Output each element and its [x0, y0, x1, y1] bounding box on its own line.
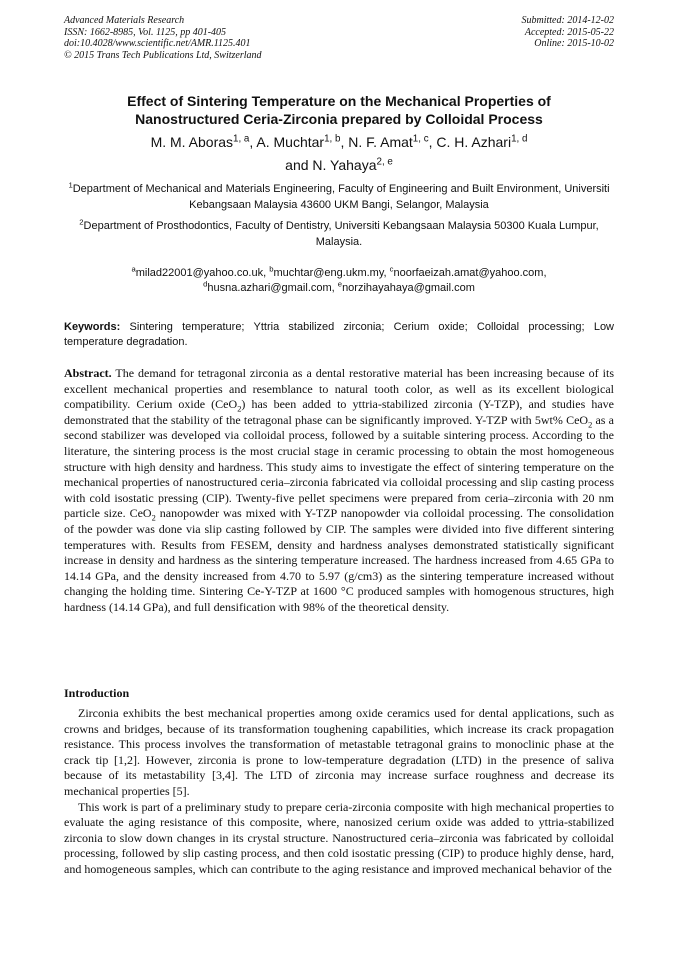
- email-address: norzihayahaya@gmail.com: [342, 282, 475, 294]
- email-address: muchtar@eng.ukm.my,: [273, 267, 387, 279]
- dates-header: [522, 15, 615, 50]
- abstract-text: The demand for tetragonal zirconia as a dental restorative material has been increasing because of its excellent mechanical properties and resemblance to natural tooth color, as well as its excellent biological compatibility. Cerium oxide (CeO: [64, 366, 614, 412]
- date-accepted: Accepted: 2015-05-22: [524, 26, 614, 38]
- abstract-text: nanopowder was mixed with Y-TZP nanopowder via colloidal processing. The consolidation of the powder was done via slip casting followed by CIP. The samples were divided into five different sintering temperatures with. Results from FESEM, density and hardness analyses demonstrated statistically significant increase in density and hardness as the sintering temperature increased. The hardness increased from 4.65 GPa to 14.14 GPa, and the density increased from 4.70 to 5.97 (g/cm3) as the sintering temperature increased without changing the holding time. Sintering Ce-Y-TZP at 1600 °C produced samples with homogenous structures, high hardness (14.14 GPa), and full densification with 98% of the theoretical density.: [64, 506, 614, 614]
- subscript: 2: [151, 513, 156, 523]
- email-marker: e: [337, 279, 343, 289]
- subscript: 2: [588, 420, 593, 430]
- abstract-label: Abstract.: [64, 366, 112, 380]
- author-affil-marker: 1, a: [233, 133, 250, 145]
- introduction-paragraph: This work is part of a preliminary study to prepare ceria-zirconia composite with high mechanical properties to evaluate the aging resistance of this composite, where, nanosized cerium oxide was added to yttria-stabilized zirconia to slow down changes in its crystal structure. Nanostructured ceria–zirconia was fabricated by colloidal processing, followed by slip casting process, and then cold isostatic pressing (CIP) to produce highly dense, hard, and homogeneous samples, which can contribute to the aging resistance and improved mechanical behavior of the: [64, 799, 614, 876]
- email-marker: b: [269, 264, 274, 274]
- subscript: 2: [237, 404, 242, 414]
- affiliation-2: [64, 218, 614, 250]
- author-name: C. H. Azhari: [436, 134, 512, 150]
- keywords-section: [64, 320, 614, 350]
- journal-copyright: © 2015 Trans Tech Publications Ltd, Switzerland: [64, 49, 262, 61]
- affiliation-number: 1: [68, 180, 73, 190]
- author-name: M. M. Aboras: [150, 134, 234, 150]
- author-list: [64, 131, 614, 177]
- email-address: husna.azhari@gmail.com,: [207, 282, 335, 294]
- introduction-body: [64, 706, 614, 878]
- affiliation-1: [64, 181, 614, 213]
- author-emails: [64, 266, 614, 296]
- journal-issn: ISSN: 1662-8985, Vol. 1125, pp 401-405: [64, 26, 227, 38]
- paper-title: [64, 92, 614, 128]
- author-line-2: [64, 154, 614, 177]
- email-address: milad22001@yahoo.co.uk,: [135, 267, 267, 279]
- keywords-label: Keywords:: [64, 321, 121, 333]
- introduction-heading: Introduction: [64, 686, 130, 700]
- date-online: Online: 2015-10-02: [534, 38, 614, 49]
- journal-doi: doi:10.4028/www.scientific.net/AMR.1125.401: [64, 38, 251, 49]
- affiliation-number: 2: [79, 217, 84, 227]
- affiliation-text: Department of Prosthodontics, Faculty of Dentistry, Universiti Kebangsaan Malaysia 50300 Kuala Lumpur, Malaysia.: [83, 220, 599, 248]
- email-address: noorfaeizah.amat@yahoo.com,: [393, 267, 547, 279]
- journal-name: Advanced Materials Research: [64, 15, 185, 26]
- email-marker: d: [203, 279, 208, 289]
- title-line-1: Effect of Sintering Temperature on the Mechanical Properties of: [127, 93, 551, 109]
- author-conjunction: and: [285, 157, 309, 173]
- author-name: N. Yahaya: [312, 157, 377, 173]
- email-marker: a: [131, 264, 136, 274]
- title-line-2: Nanostructured Ceria-Zirconia prepared by Colloidal Process: [135, 111, 543, 127]
- author-line-1: M. M. Aboras$^{1, a}$, A. Muchtar$^{1, b}$, N. F. Amat$^{1, c}$, C. H. Azhari$^{1, d}$: [150, 133, 528, 150]
- abstract-text: as a second stabilizer was developed via colloidal process, followed by a suitable sintering process. According to the literature, the sintering process is the most crucial stage in ceramic processing to obtain the most homogeneous structure with high density and hardness. This study aims to investigate the effect of sintering temperature on the mechanical properties of nanostructured ceria–zirconia fabricated via colloidal processing and slip casting process with cold isostatic pressing (CIP). Twenty-five pellet specimens were prepared from ceria–zirconia with 20 nm particle size. CeO: [64, 412, 614, 521]
- abstract-section: [64, 366, 614, 616]
- email-marker: c: [389, 264, 394, 274]
- keywords-text: Sintering temperature; Yttria stabilized zirconia; Cerium oxide; Colloidal processing; Low temperature degradation.: [64, 321, 615, 348]
- email-line-2: [64, 281, 614, 296]
- journal-header: [64, 15, 262, 61]
- affiliation-text: Department of Mechanical and Materials Engineering, Faculty of Engineering and Built Environment, Universiti Kebangsaan Malaysia 43600 UKM Bangi, Selangor, Malaysia: [72, 183, 610, 211]
- author-affil-marker: 2, e: [376, 156, 393, 168]
- author-affil-marker: 1, c: [412, 133, 429, 145]
- abstract-text: ) has been added to yttria-stabilized zirconia (Y-TZP), and studies have demonstrated that the stability of the tetragonal phase can be significantly improved. Y-TZP with 5wt% CeO: [64, 397, 614, 427]
- author-name: N. F. Amat: [348, 134, 413, 150]
- author-affil-marker: 1, d: [511, 133, 528, 145]
- introduction-paragraph: Zirconia exhibits the best mechanical properties among oxide ceramics used for dental applications, such as crowns and bridges, because of its transformation toughening capabilities, which increase its crack propagation resistance. This process involves the transformation of metastable tetragonal grains to monoclinic phase at the crack tip [1,2]. However, zirconia is prone to low-temperature degradation (LTD) in the presence of saliva because of its metastability [3,4]. The LTD of zirconia may increase surface roughness and decrease its mechanical properties [5].: [64, 706, 614, 798]
- author-affil-marker: 1, b: [324, 133, 341, 145]
- date-submitted: Submitted: 2014-12-02: [521, 15, 614, 26]
- author-name: A. Muchtar: [256, 134, 325, 150]
